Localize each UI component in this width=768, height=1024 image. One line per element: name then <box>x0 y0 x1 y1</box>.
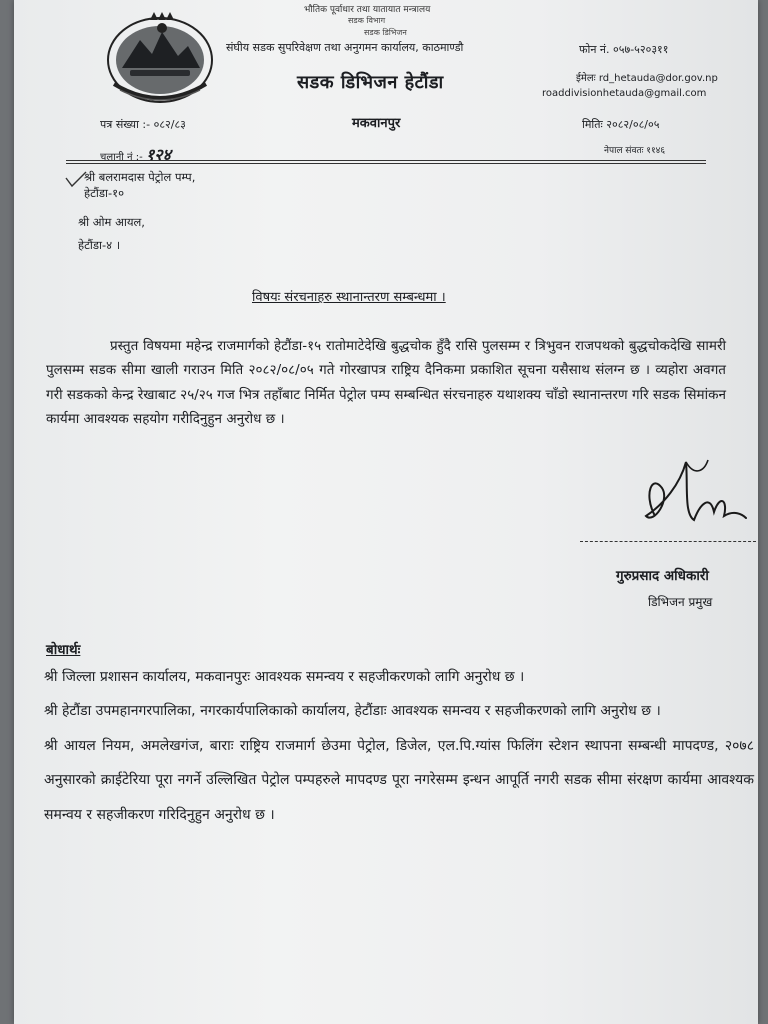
letter-date: मितिः २०८२/०८/०५ <box>582 118 660 131</box>
email-address: ईमेलः rd_hetauda@dor.gov.np <box>576 73 718 84</box>
recipient-1-name: श्री बलरामदास पेट्रोल पम्प, <box>84 170 196 184</box>
cc-item-oil-corporation: श्री आयल नियम, अमलेखगंज, बाराः राष्ट्रिय राजमार्ग छेउमा पेट्रोल, डिजेल, एल.पि.ग्यांस फिलिंग स्टेशन स्थापना सम्बन्धी मापदण्ड, २०७८ अनुसारको क्राईटेरिया पूरा नगर्ने उल्लिखित पेट्रोल पम्पहरुले मापदण्ड पूरा नगरेसम्म इन्धन आपूर्ति नगरी सडक सीमा संरक्षण कार्यमा आवश्यक समन्वय र सहजीकरण गरिदिनुहुन अनुरोध छ । <box>44 737 754 823</box>
department-name: सडक विभाग <box>348 16 386 25</box>
letter-page <box>14 0 758 1024</box>
letter-body: प्रस्तुत विषयमा महेन्द्र राजमार्गको हेटौंडा-१५ रातोमाटेदेखि बुद्धचोक हुँदै रासि पुलसम्म र त्रिभुवन राजपथको बुद्धचोकदेखि सामरी पुलसम्म सडक सीमा खाली गराउन मिति २०८२/०८/०५ गते गोरखापत्र राष्ट्रिय दैनिकमा प्रकाशित सूचना यसैसाथ संलग्न छ । व्यहोरा अवगत गरी सडकको केन्द्र रेखाबाट २५/२५ गज भित्र तहाँबाट निर्मित पेट्रोल पम्प सम्बन्धित संरचनाहरु यथाशक्य चाँडो स्थानान्तरण गरि सडक सिमांकन कार्यमा आवश्यक सहयोग गरीदिनुहुन अनुरोध छ । <box>46 337 726 427</box>
phone-number: फोन नं. ०५७-५२०३११ <box>579 43 669 56</box>
recipient-2-name: श्री ओम आयल, <box>78 215 145 229</box>
header-divider-second <box>66 163 706 164</box>
cc-item-municipality: श्री हेटौंडा उपमहानगरपालिका, नगरकार्यपालिकाको कार्यालय, हेटौंडाः आवश्यक समन्वय र सहजीकरणको लागि अनुरोध छ । <box>44 703 661 719</box>
nepal-government-emblem <box>100 8 220 108</box>
nepal-samvat: नेपाल संवतः ११४६ <box>604 146 666 156</box>
dispatch-value: १२४ <box>145 145 171 164</box>
division-name: सडक डिभिजन हेटौंडा <box>297 72 444 93</box>
department-sub-name: सडक डिभिजन <box>364 28 407 37</box>
dispatch-number <box>100 143 171 165</box>
reference-label: पत्र संख्या :- <box>100 118 151 131</box>
cc-list <box>44 662 754 832</box>
web-email-address: roaddivisionhetauda@gmail.com <box>542 88 707 99</box>
district-name: मकवानपुर <box>352 116 401 131</box>
reference-number <box>100 117 186 132</box>
recipient-1-address: हेटौंडा-१० <box>84 186 125 200</box>
handwritten-signature <box>624 454 750 549</box>
office-name: संघीय सडक सुपरिवेक्षण तथा अनुगमन कार्यालय, काठमाण्डौ <box>226 41 464 54</box>
cc-item-district-office: श्री जिल्ला प्रशासन कार्यालय, मकवानपुरः आवश्यक समन्वय र सहजीकरणको लागि अनुरोध छ । <box>44 669 525 685</box>
reference-value: ०८२/८३ <box>153 118 186 131</box>
ministry-name: भौतिक पूर्वाधार तथा यातायात मन्त्रालय <box>304 5 431 15</box>
signatory-name: गुरुप्रसाद अधिकारी <box>616 568 709 584</box>
recipient-2-address: हेटौंडा-४ । <box>78 238 121 252</box>
signature-line <box>580 541 756 542</box>
signatory-title: डिभिजन प्रमुख <box>648 595 713 609</box>
dispatch-label: चलानी नं :- <box>100 152 143 163</box>
letter-subject: विषयः संरचनाहरु स्थानान्तरण सम्बन्धमा । <box>252 290 446 305</box>
cc-heading: बोधार्थः <box>46 642 81 658</box>
header-divider <box>66 160 706 161</box>
